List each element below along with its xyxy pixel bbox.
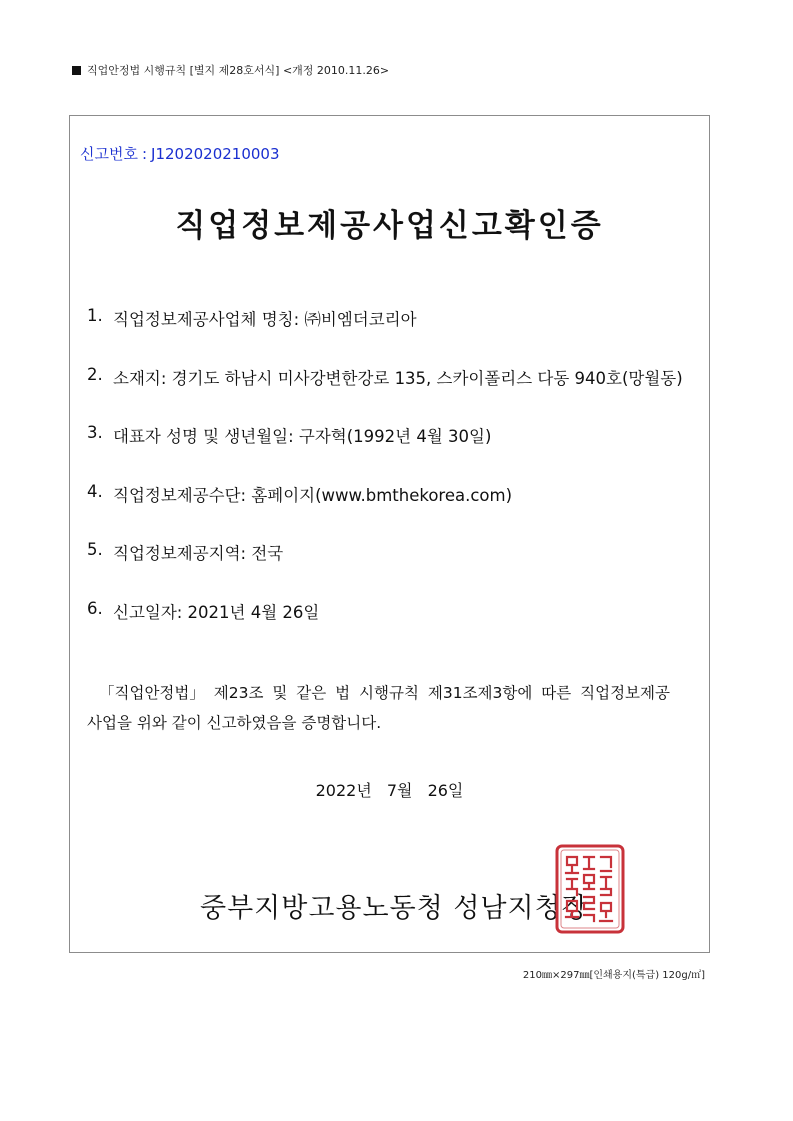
item-text: 직업정보제공사업체 명칭: ㈜비엠더코리아 xyxy=(113,310,417,329)
item-representative xyxy=(87,423,702,482)
item-number: 4. xyxy=(87,481,103,501)
issuer-name: 중부지방고용노동청 성남지청장 xyxy=(200,893,589,924)
item-text: 대표자 성명 및 생년월일: 구자혁(1992년 4월 30일) xyxy=(113,427,492,446)
certificate-items xyxy=(87,306,702,657)
report-number-separator: : xyxy=(141,145,148,163)
report-number-label: 신고번호 xyxy=(80,145,138,163)
item-report-date xyxy=(87,599,702,658)
issue-date: 2022년 7월 26일 xyxy=(315,781,464,800)
item-number: 3. xyxy=(87,423,103,442)
item-text: 직업정보제공수단: 홈페이지(www.bmthekorea.com) xyxy=(113,485,513,505)
item-business-name xyxy=(87,306,702,365)
certificate-title: 직업정보제공사업신고확인증 xyxy=(175,208,604,244)
item-text: 신고일자: 2021년 4월 26일 xyxy=(113,602,320,622)
certificate-frame xyxy=(69,115,710,953)
item-text: 직업정보제공지역: 전국 xyxy=(113,544,284,563)
official-seal-icon xyxy=(554,843,626,935)
item-address xyxy=(87,365,702,424)
black-square-icon xyxy=(72,66,81,75)
form-reference-text: 직업안정법 시행규칙 [별지 제28호서식] <개정 2010.11.26> xyxy=(87,64,390,77)
item-number: 1. xyxy=(87,306,103,325)
item-number: 5. xyxy=(87,540,103,559)
certification-statement xyxy=(87,678,692,738)
seal-glyphs xyxy=(566,857,612,921)
paper-specification: 210㎜×297㎜[인쇄용지(특급) 120g/㎡] xyxy=(522,970,705,981)
statement-line-2: 사업을 위와 같이 신고하였음을 증명합니다. xyxy=(87,714,382,732)
statement-line-1: 「직업안정법」 제23조 및 같은 법 시행규칙 제31조제3항에 따른 직업정보제공 xyxy=(99,684,670,702)
item-text: 소재지: 경기도 하남시 미사강변한강로 135, 스카이폴리스 다동 940호(망월동) xyxy=(113,368,683,388)
item-provision-region xyxy=(87,540,702,599)
form-reference-note xyxy=(72,62,389,78)
item-number: 2. xyxy=(87,364,103,384)
item-provision-means xyxy=(87,482,702,541)
item-number: 6. xyxy=(87,598,103,618)
report-number xyxy=(80,143,280,164)
report-number-value: J1202020210003 xyxy=(151,145,280,163)
